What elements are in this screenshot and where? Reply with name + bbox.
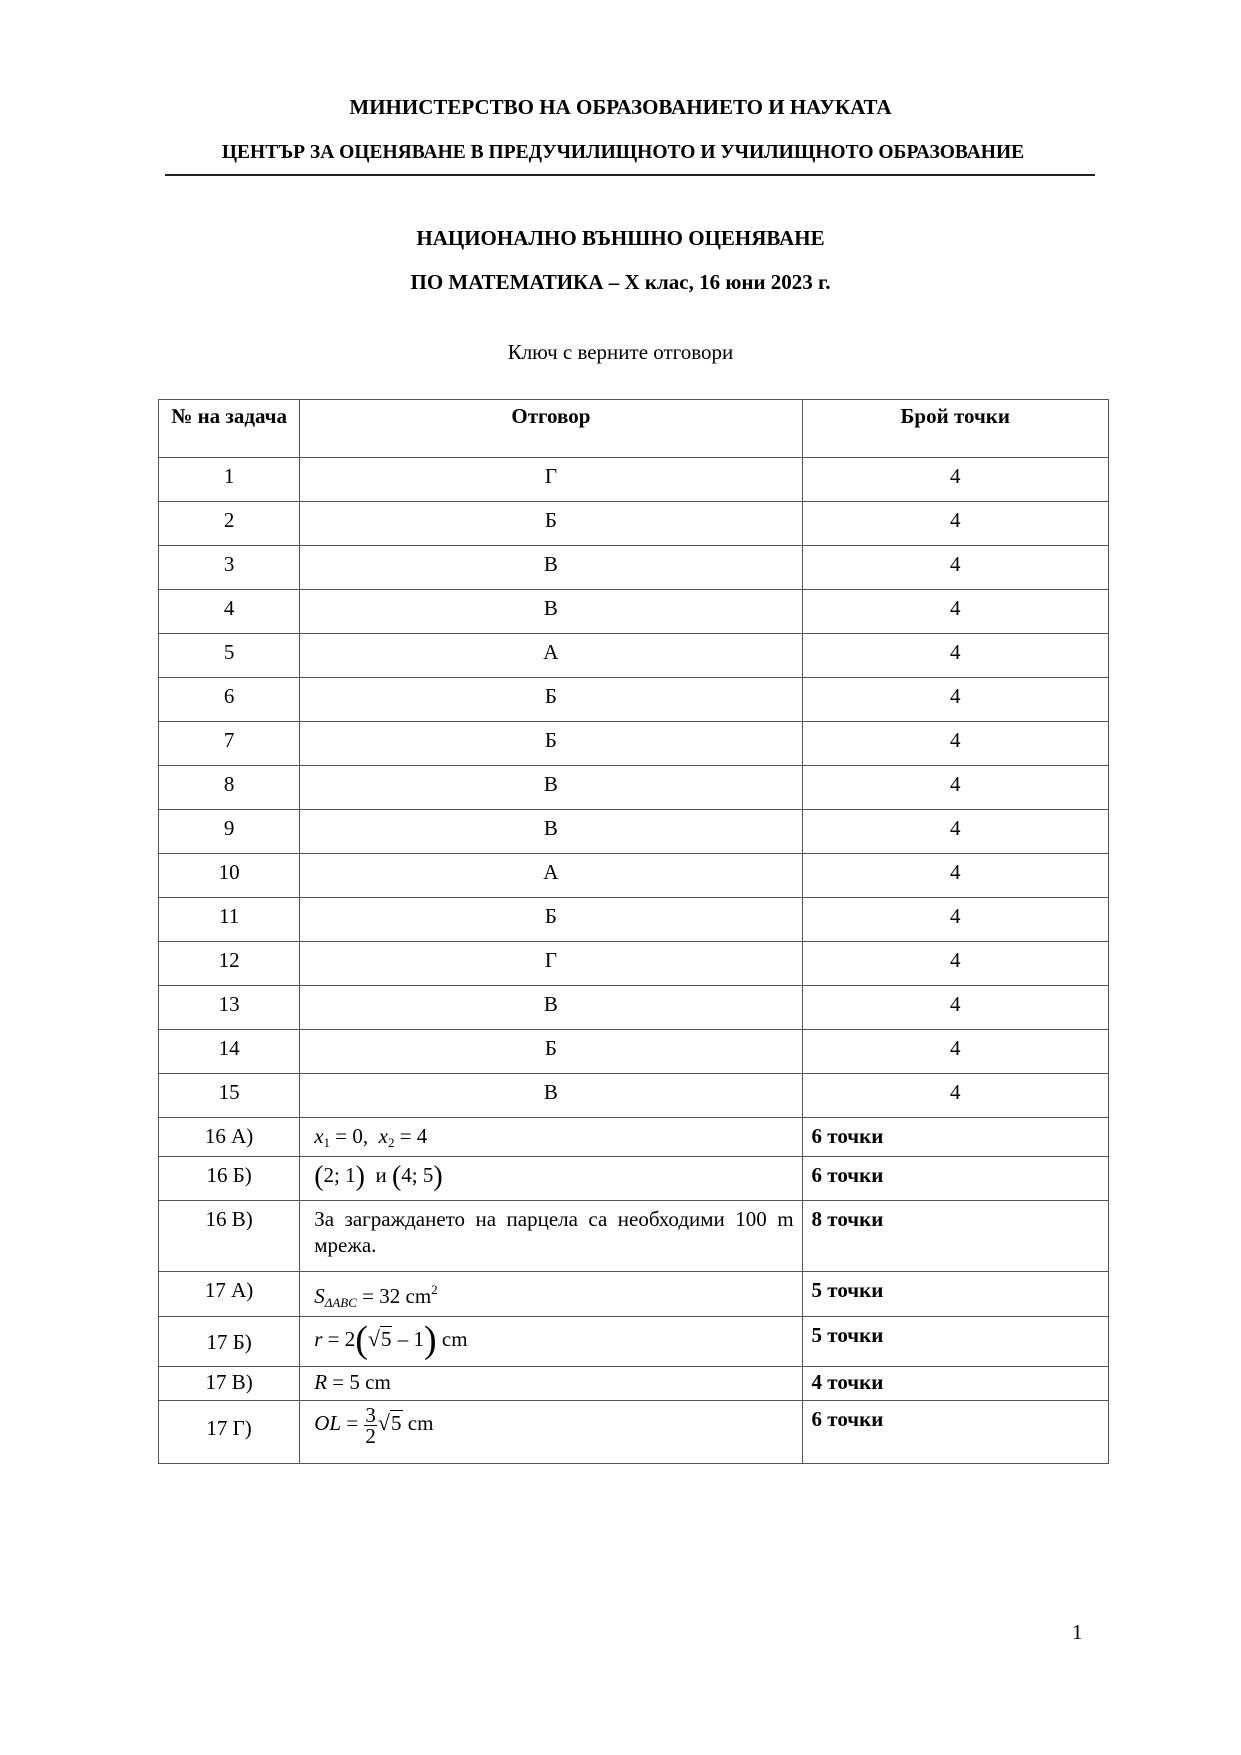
fraction-denominator: 2 xyxy=(365,1424,376,1448)
ministry-heading: МИНИСТЕРСТВО НА ОБРАЗОВАНИЕТО И НАУКАТА xyxy=(349,95,892,119)
table-row xyxy=(159,502,1109,546)
answer-cell xyxy=(300,1272,802,1317)
points-cell: 5 точки xyxy=(802,1317,1108,1367)
open-answer-rows xyxy=(159,1118,1109,1464)
task-number: 17 Б) xyxy=(159,1317,300,1367)
math-unit: cm xyxy=(402,1411,434,1436)
answer-cell xyxy=(300,1367,802,1401)
task-number: 4 xyxy=(159,590,300,634)
radicand: 5 xyxy=(380,1327,392,1351)
table-row xyxy=(159,458,1109,502)
answer-cell: Г xyxy=(300,942,802,986)
table-row xyxy=(159,1030,1109,1074)
math-unit: cm xyxy=(436,1327,468,1351)
fraction xyxy=(364,1405,377,1446)
points-cell: 4 xyxy=(802,590,1108,634)
task-number: 7 xyxy=(159,722,300,766)
table-row xyxy=(159,898,1109,942)
table-row xyxy=(159,942,1109,986)
math-text: = 4 xyxy=(394,1124,428,1148)
document-subtitle: Ключ с верните отговори xyxy=(507,340,734,364)
answer-cell: Б xyxy=(300,678,802,722)
answer-cell: В xyxy=(300,546,802,590)
math-var: r xyxy=(314,1327,323,1351)
math-formula xyxy=(314,1403,434,1448)
math-text: = 5 cm xyxy=(327,1370,391,1394)
points-cell: 4 xyxy=(802,546,1108,590)
task-number: 17 В) xyxy=(159,1367,300,1401)
points-cell: 8 точки xyxy=(802,1201,1108,1272)
answer-cell: В xyxy=(300,1074,802,1118)
answer-cell: В xyxy=(300,590,802,634)
header-divider xyxy=(165,174,1095,176)
task-number: 17 Г) xyxy=(159,1401,300,1464)
answer-cell: В xyxy=(300,986,802,1030)
math-var: S xyxy=(314,1284,325,1308)
task-number: 1 xyxy=(159,458,300,502)
sqrt-symbol: √5 xyxy=(377,1410,402,1436)
task-number: 12 xyxy=(159,942,300,986)
math-formula: (2; 1) и (4; 5) xyxy=(314,1161,443,1192)
table-row-17a xyxy=(159,1272,1109,1317)
multiple-choice-rows xyxy=(159,458,1109,1118)
task-number: 14 xyxy=(159,1030,300,1074)
math-text: = xyxy=(341,1411,364,1436)
answer-cell xyxy=(300,1118,802,1157)
math-text: = 0, xyxy=(330,1124,369,1148)
table-row xyxy=(159,986,1109,1030)
answer-cell: Б xyxy=(300,898,802,942)
math-var: x xyxy=(378,1124,388,1148)
table-row xyxy=(159,766,1109,810)
page-number: 1 xyxy=(1072,1620,1083,1644)
table-row-16c xyxy=(159,1201,1109,1272)
answer-cell xyxy=(300,1317,802,1367)
header-task-no: № на задача xyxy=(159,400,300,458)
task-number: 2 xyxy=(159,502,300,546)
task-number: 16 В) xyxy=(159,1201,300,1272)
table-row-17b xyxy=(159,1317,1109,1367)
answer-cell: В xyxy=(300,810,802,854)
document-title-line2: ПО МАТЕМАТИКА – Х клас, 16 юни 2023 г. xyxy=(410,270,831,294)
points-cell: 4 xyxy=(802,1030,1108,1074)
answer-cell: Б xyxy=(300,1030,802,1074)
task-number: 16 А) xyxy=(159,1118,300,1157)
points-cell: 4 xyxy=(802,634,1108,678)
points-cell: 4 xyxy=(802,810,1108,854)
answer-key-table xyxy=(158,399,1109,1464)
answer-cell: Б xyxy=(300,502,802,546)
point-2: 4; 5 xyxy=(401,1163,434,1187)
math-superscript: 2 xyxy=(431,1282,438,1297)
math-text: = 32 cm xyxy=(356,1284,432,1308)
header-points: Брой точки xyxy=(802,400,1108,458)
answer-cell: А xyxy=(300,634,802,678)
table-row xyxy=(159,590,1109,634)
math-text: – 1 xyxy=(392,1327,424,1351)
table-row xyxy=(159,1074,1109,1118)
header-answer: Отговор xyxy=(300,400,802,458)
task-number: 8 xyxy=(159,766,300,810)
points-cell: 4 xyxy=(802,458,1108,502)
points-cell: 4 xyxy=(802,678,1108,722)
conjunction: и xyxy=(375,1163,387,1187)
task-number: 6 xyxy=(159,678,300,722)
points-cell: 4 xyxy=(802,986,1108,1030)
table-header-row xyxy=(159,400,1109,458)
answer-cell: За заграждането на парцела са необходими 100 m мрежа. xyxy=(300,1201,802,1272)
math-subscript: 2 xyxy=(387,1135,395,1150)
points-cell: 4 xyxy=(802,854,1108,898)
points-cell: 4 точки xyxy=(802,1367,1108,1401)
points-cell: 6 точки xyxy=(802,1157,1108,1201)
points-cell: 4 xyxy=(802,766,1108,810)
table-row-16b xyxy=(159,1157,1109,1201)
task-number: 9 xyxy=(159,810,300,854)
math-var: OL xyxy=(314,1411,342,1436)
task-number: 13 xyxy=(159,986,300,1030)
point-1: 2; 1 xyxy=(323,1163,356,1187)
points-cell: 6 точки xyxy=(802,1401,1108,1464)
math-subscript: ΔABC xyxy=(324,1295,357,1310)
table-row xyxy=(159,678,1109,722)
answer-cell xyxy=(300,1401,802,1464)
table-row xyxy=(159,854,1109,898)
points-cell: 4 xyxy=(802,1074,1108,1118)
table-row xyxy=(159,634,1109,678)
math-subscript: 1 xyxy=(323,1135,331,1150)
points-cell: 4 xyxy=(802,502,1108,546)
table-row-17c xyxy=(159,1367,1109,1401)
answer-cell: В xyxy=(300,766,802,810)
answer-cell: А xyxy=(300,854,802,898)
math-formula: r = 2(√5 – 1) cm xyxy=(314,1319,468,1361)
points-cell: 4 xyxy=(802,898,1108,942)
math-formula xyxy=(314,1284,437,1308)
sqrt-symbol: √5 xyxy=(367,1326,392,1351)
task-number: 15 xyxy=(159,1074,300,1118)
center-heading: ЦЕНТЪР ЗА ОЦЕНЯВАНЕ В ПРЕДУЧИЛИЩНОТО И УЧИЛИЩНОТО ОБРАЗОВАНИЕ xyxy=(221,142,1025,163)
math-formula xyxy=(314,1370,391,1394)
table-row-16a xyxy=(159,1118,1109,1157)
table-row xyxy=(159,546,1109,590)
answer-cell: Б xyxy=(300,722,802,766)
document-title-line1: НАЦИОНАЛНО ВЪНШНО ОЦЕНЯВАНЕ xyxy=(416,226,825,250)
answer-cell xyxy=(300,1157,802,1201)
task-number: 3 xyxy=(159,546,300,590)
table-row-17d xyxy=(159,1401,1109,1464)
points-cell: 6 точки xyxy=(802,1118,1108,1157)
points-cell: 4 xyxy=(802,942,1108,986)
math-formula xyxy=(314,1124,427,1148)
points-cell: 5 точки xyxy=(802,1272,1108,1317)
table-row xyxy=(159,810,1109,854)
answer-cell: Г xyxy=(300,458,802,502)
math-var: x xyxy=(314,1124,324,1148)
fraction-numerator: 3 xyxy=(365,1403,376,1427)
radicand: 5 xyxy=(391,1411,402,1436)
table-row xyxy=(159,722,1109,766)
task-number: 17 А) xyxy=(159,1272,300,1317)
task-number: 16 Б) xyxy=(159,1157,300,1201)
task-number: 11 xyxy=(159,898,300,942)
points-cell: 4 xyxy=(802,722,1108,766)
math-var: R xyxy=(314,1370,328,1394)
task-number: 5 xyxy=(159,634,300,678)
task-number: 10 xyxy=(159,854,300,898)
math-text: = 2 xyxy=(322,1327,356,1351)
